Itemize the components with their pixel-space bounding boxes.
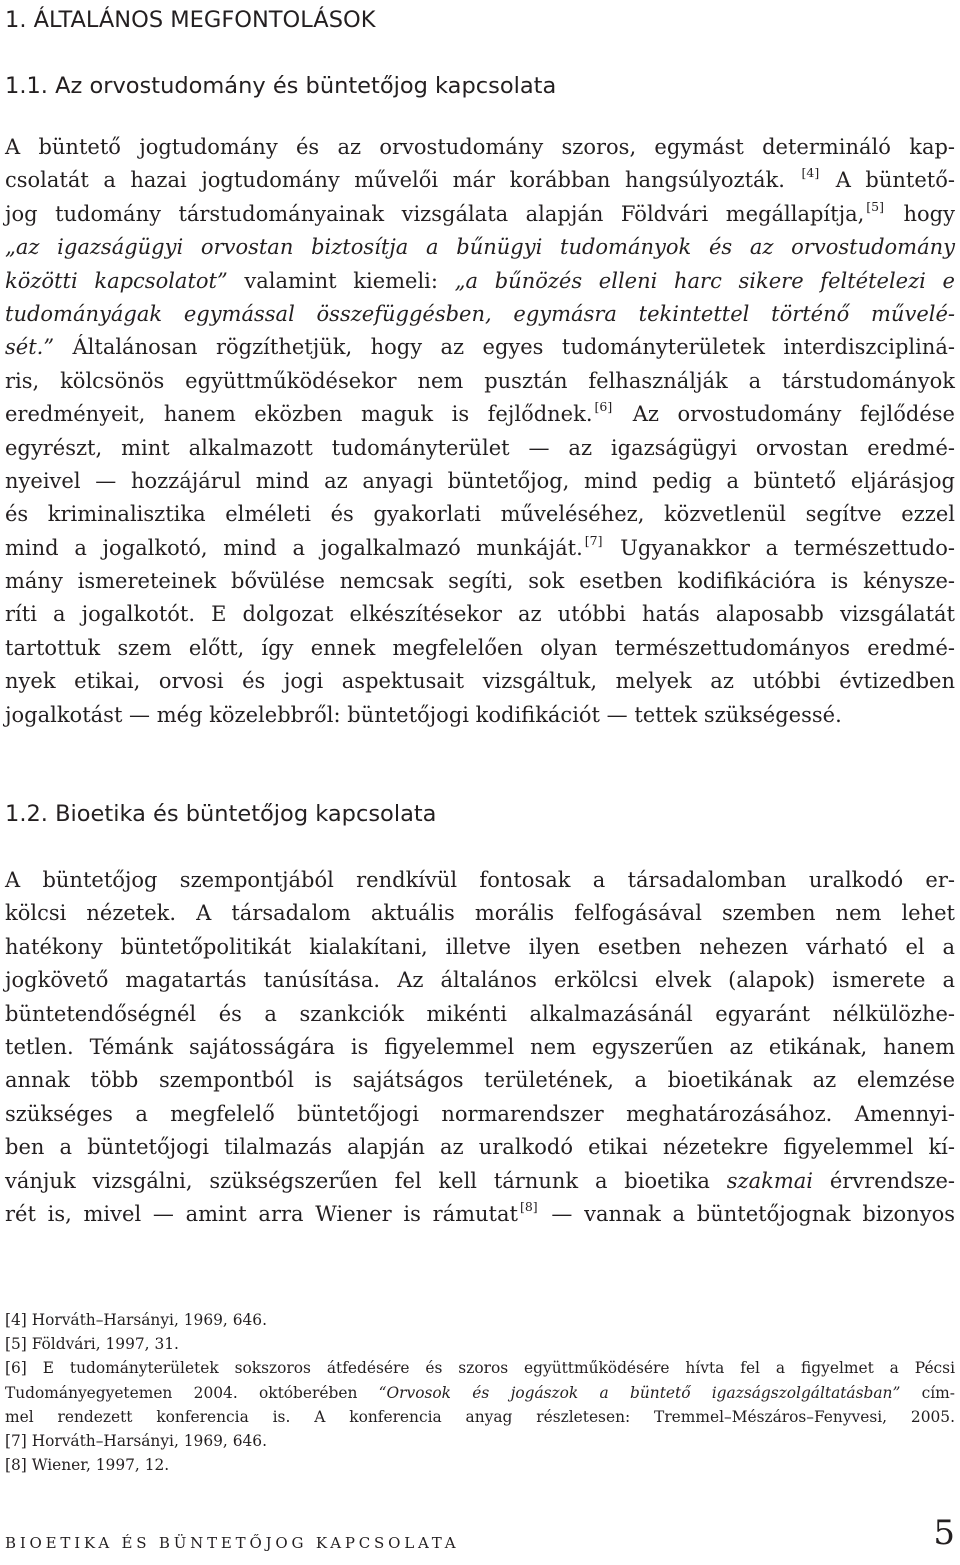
text-line: és kriminalisztika elméleti és gyakorlati műveléséhez, közvetlenül segítve ezzel bbox=[5, 502, 955, 527]
text-line: jogkövető magatartás tanúsítása. Az általános erkölcsi elvek (alapok) ismerete a bbox=[5, 968, 955, 993]
footnote-6-continued: Tudományegyetemen 2004. októberében “Orvosok és jogászok a büntető igazságszolgáltatásban” cím- bbox=[5, 1383, 955, 1402]
footnote-6-continued: mel rendezett konferencia is. A konferencia anyag részletesen: Tremmel–Mészáros–Fenyvesi, 2005. bbox=[5, 1407, 955, 1426]
footnote-8: [8] Wiener, 1997, 12. bbox=[5, 1456, 170, 1475]
page-number: 5 bbox=[933, 1513, 955, 1553]
section-heading-1-2: 1.2. Bioetika és büntetőjog kapcsolata bbox=[5, 801, 437, 827]
text-line: mind a jogalkotó, mind a jogalkalmazó munkáját. [7] Ugyanakkor a természettudo- bbox=[5, 532, 955, 560]
paragraph-1 bbox=[5, 131, 955, 732]
text-line: annak több szempontból is sajátságos területének, a bioetikának az elemzése bbox=[5, 1068, 955, 1093]
text-line: rét is, mivel — amint arra Wiener is rámutat [8] — vannak a büntetőjognak bizonyos bbox=[5, 1198, 955, 1226]
text-line: A büntetőjog szempontjából rendkívül fontosak a társadalomban uralkodó er- bbox=[5, 868, 955, 892]
text-line: szükséges a megfelelő büntetőjogi normarendszer meghatározásához. Amennyi- bbox=[5, 1101, 955, 1126]
text-line: nyeivel — hozzájárul mind az anyagi büntetőjog, mind pedig a büntető eljárásjog bbox=[5, 468, 955, 493]
text-line: egyrészt, mint alkalmazott tudományterület — az igazságügyi orvostan eredmé- bbox=[5, 435, 955, 460]
footnote-ref-8: [8] bbox=[519, 1198, 538, 1214]
text-line: A büntető jogtudomány és az orvostudomány szoros, egymást determináló kap- bbox=[5, 135, 955, 159]
text-line: büntetendőségnél és a szankciók mikénti alkalmazásánál egyaránt nélkülözhe- bbox=[5, 1001, 955, 1026]
footnote-4: [4] Horváth–Harsányi, 1969, 646. bbox=[5, 1311, 267, 1329]
text-line: sét.” Általánosan rögzíthetjük, hogy az egyes tudományterületek interdiszcipliná- bbox=[5, 335, 955, 360]
text-line: tudományágak egymással összefüggésben, egymásra tekintettel történő művelé- bbox=[5, 301, 955, 326]
footnote-ref-6: [6] bbox=[594, 399, 613, 415]
text-line: csolatát a hazai jogtudomány művelői már korábban hangsúlyozták. [4] A büntető- bbox=[5, 165, 955, 193]
section-heading-1-1: 1.1. Az orvostudomány és büntetőjog kapcsolata bbox=[5, 73, 557, 99]
footnote-ref-4: [4] bbox=[801, 165, 820, 181]
chapter-heading: 1. ÁLTALÁNOS MEGFONTOLÁSOK bbox=[5, 7, 376, 33]
text-line: nyek etikai, orvosi és jogi aspektusait vizsgáltuk, melyek az utóbbi évtizedben bbox=[5, 669, 955, 694]
text-line: közötti kapcsolatot” valamint kiemeli: „a bűnözés elleni harc sikere feltételezi e bbox=[5, 268, 955, 293]
text-line: tartottuk szem előtt, így ennek megfelelően olyan természettudományos eredmé- bbox=[5, 635, 955, 660]
text-line: kölcsi nézetek. A társadalom aktuális morális felfogásával szemben nem lehet bbox=[5, 901, 955, 926]
text-line: ris, kölcsönös együttműködésekor nem pusztán felhasználják a társtudományok bbox=[5, 368, 955, 393]
running-footer-title: BIOETIKA ÉS BÜNTETŐJOG KAPCSOLATA bbox=[5, 1534, 460, 1552]
text-line: mány ismereteinek bővülése nemcsak segíti, sok esetben kodifikációra is kénysze- bbox=[5, 569, 955, 594]
text-line: jog tudomány társtudományainak vizsgálata alapján Földvári megállapítja, [5] hogy bbox=[5, 198, 955, 226]
text-line: „az igazságügyi orvostan biztosítja a bűnügyi tudományok és az orvostudomány bbox=[5, 235, 955, 260]
text-line: tetlen. Témánk sajátosságára is figyelemmel nem egyszerűen az etikának, hanem bbox=[5, 1034, 955, 1059]
footnote-6: [6] E tudományterületek sokszoros átfedésére és szoros együttműködésére hívta fel a figyelmet a Pécsi bbox=[5, 1359, 955, 1378]
text-line: jogalkotást — még közelebbről: büntetőjogi kodifikációt — tettek szükségessé. bbox=[5, 702, 842, 727]
footnote-7: [7] Horváth–Harsányi, 1969, 646. bbox=[5, 1431, 267, 1450]
text-line: ríti a jogalkotót. E dolgozat elkészítésekor az utóbbi hatás alaposabb vizsgálatát bbox=[5, 602, 955, 627]
footnote-ref-7: [7] bbox=[584, 532, 603, 548]
text-line: vánjuk vizsgálni, szükségszerűen fel kell tárnunk a bioetika szakmai érvrendsze- bbox=[5, 1168, 955, 1193]
footnotes bbox=[5, 1308, 955, 1477]
text-line: hatékony büntetőpolitikát kialakítani, illetve ilyen esetben nehezen várható el a bbox=[5, 934, 955, 959]
footnote-5: [5] Földvári, 1997, 31. bbox=[5, 1335, 179, 1354]
text-line: ben a büntetőjogi tilalmazás alapján az uralkodó etikai nézetekre figyelemmel kí- bbox=[5, 1135, 955, 1160]
text-line: eredményeit, hanem eközben maguk is fejlődnek. [6] Az orvostudomány fejlődése bbox=[5, 399, 955, 427]
paragraph-2 bbox=[5, 864, 955, 1231]
footnote-ref-5: [5] bbox=[866, 198, 885, 214]
